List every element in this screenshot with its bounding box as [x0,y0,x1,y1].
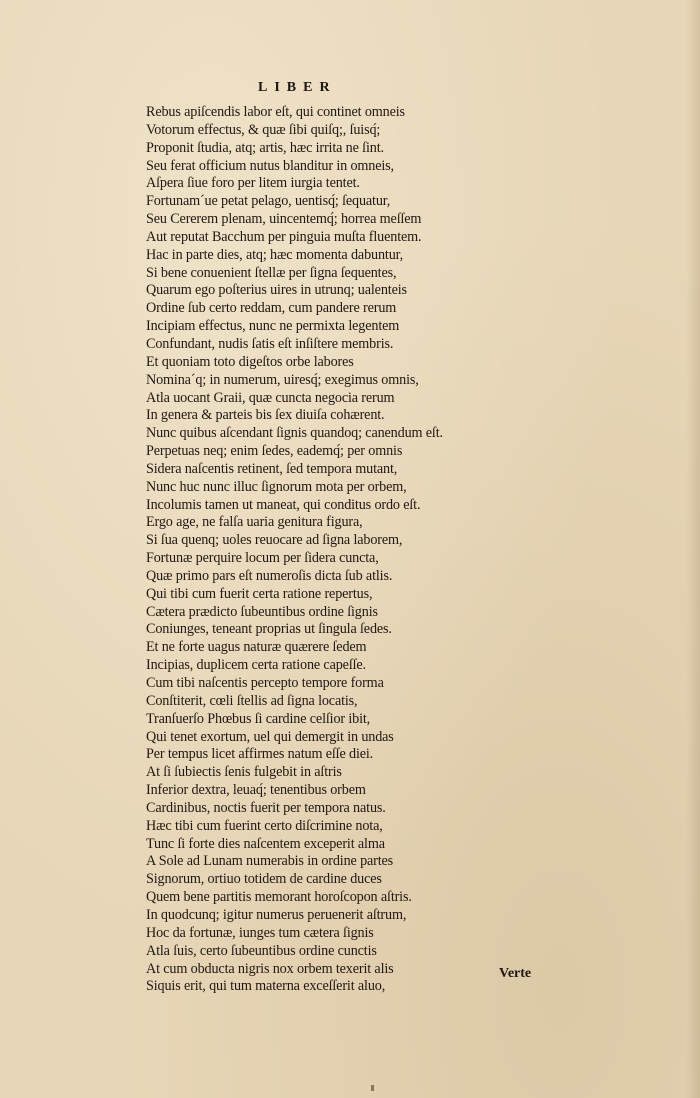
verse-line: Aut reputat Bacchum per pinguia muſta fluentem. [146,228,422,245]
verse-line: Tranſuerſo Phœbus ſi cardine celſior ibit, [146,710,371,727]
verse-line: Incipiam effectus, nunc ne permixta legentem [146,318,400,335]
verse-line: Hac in parte dies, atq; hæc momenta dabuntur, [146,246,404,263]
verse-line: Perpetuas neq; enim ſedes, eademq́; per omnis [146,443,403,460]
verse-line: Nomina´q; in numerum, uiresq́; exegimus omnis, [146,371,419,388]
verse-line: Incipias, duplicem certa ratione capeſſe. [146,657,366,674]
verse-line: Conſtiterit, cœli ſtellis ad ſigna locatis, [146,692,358,709]
verse-line: Et quoniam toto digeſtos orbe labores [146,353,354,370]
verse-line: Confundant, nudis ſatis eſt inſiſtere membris. [146,335,394,352]
verse-line: Qui tibi cum fuerit certa ratione repertus, [146,585,373,602]
verse-line: A Sole ad Lunam numerabis in ordine partes [146,853,394,870]
verse-line: Quæ primo pars eſt numeroſis dicta ſub atlis. [146,567,393,584]
verse-line: Nunc huc nunc illuc ſignorum mota per orbem, [146,478,407,495]
verse-line: Seu ferat officium nutus blanditur in omneis, [146,157,394,174]
verse-line: Inferior dextra, leuaq́; tenentibus orbem [146,782,366,799]
verse-line: Hoc da fortunæ, iunges tum cætera ſignis [146,924,374,941]
verse-line: Signorum, ortiuo totidem de cardine duces [146,871,382,888]
verse-line: Per tempus licet affirmes natum eſſe diei. [146,746,374,763]
verse-line: Atla uocant Graii, quæ cuncta negocia rerum [146,389,395,406]
verse-line: Ordine ſub certo reddam, cum pandere rerum [146,300,397,317]
verse-line: Incolumis tamen ut maneat, qui conditus ordo eſt. [146,496,421,513]
verse-line: Cardinibus, noctis fuerit per tempora natus. [146,799,386,816]
catchword: Verte [499,966,532,981]
verse-line: Fortunam´ue petat pelago, uentisq́; ſequatur, [146,193,391,210]
verse-line: Seu Cererem plenam, uincentemq́; horrea meſſem [146,211,422,228]
verse-line: Aſpera ſiue foro per litem iurgia tentet. [146,175,360,192]
verse-line: At ſi ſubiectis ſenis fulgebit in aſtris [146,764,342,781]
show-through-text [380,68,500,90]
verse-line: Cætera prædicto ſubeuntibus ordine ſignis [146,603,378,620]
verse-line: Rebus apiſcendis labor eſt, qui continet omneis [146,104,405,120]
verse-line: Proponit ſtudia, atq; artis, hæc irrita ne ſint. [146,139,384,156]
verse-line: Qui tenet exortum, uel qui demergit in undas [146,728,394,745]
verse-line: Cum tibi naſcentis percepto tempore forma [146,675,384,691]
verse-line: Hæc tibi cum fuerint certo diſcrimine nota, [146,817,383,834]
verse-line: Quem bene partitis memorant horoſcopon aſtris. [146,889,412,906]
verse-line: Siquis erit, qui tum materna exceſſerit aluo, [146,978,386,995]
verse-line: Ergo age, ne falſa uaria genitura figura, [146,514,363,531]
verse-line: At cum obducta nigris nox orbem texerit alis [146,960,394,977]
verse-line: Et ne forte uagus naturæ quærere ſedem [146,639,367,656]
verse-line: Si bene conuenient ſtellæ per ſigna ſequentes, [146,264,397,281]
verse-line: Coniunges, teneant proprias ut ſingula ſedes. [146,621,392,638]
running-head: LIBER [258,80,337,95]
verse-line: Si ſua quenq; uoles reuocare ad ſigna laborem, [146,532,403,549]
page-edge-shadow [686,0,700,1098]
verse-line: Nunc quibus aſcendant ſignis quandoq; canendum eſt. [146,425,443,442]
verse-line: Votorum effectus, & quæ ſibi quiſq;, ſuisq́; [146,121,381,138]
verse-line: Tunc ſi forte dies naſcentem exceperit alma [146,835,385,852]
verse-line: In genera & parteis bis ſex diuiſa cohærent. [146,407,385,424]
verse-block [146,104,526,996]
verse-line: Fortunæ perquire locum per ſidera cuncta, [146,550,379,567]
verse-line: Atla ſuis, certo ſubeuntibus ordine cunctis [146,942,377,959]
verse-line: Sidera naſcentis retinent, ſed tempora mutant, [146,460,398,477]
verse-line: Quarum ego poſterius uires in utrunq; ualenteis [146,282,407,299]
ink-speck [371,1085,374,1091]
verse-line: In quodcunq; igitur numerus peruenerit aſtrum, [146,906,407,923]
